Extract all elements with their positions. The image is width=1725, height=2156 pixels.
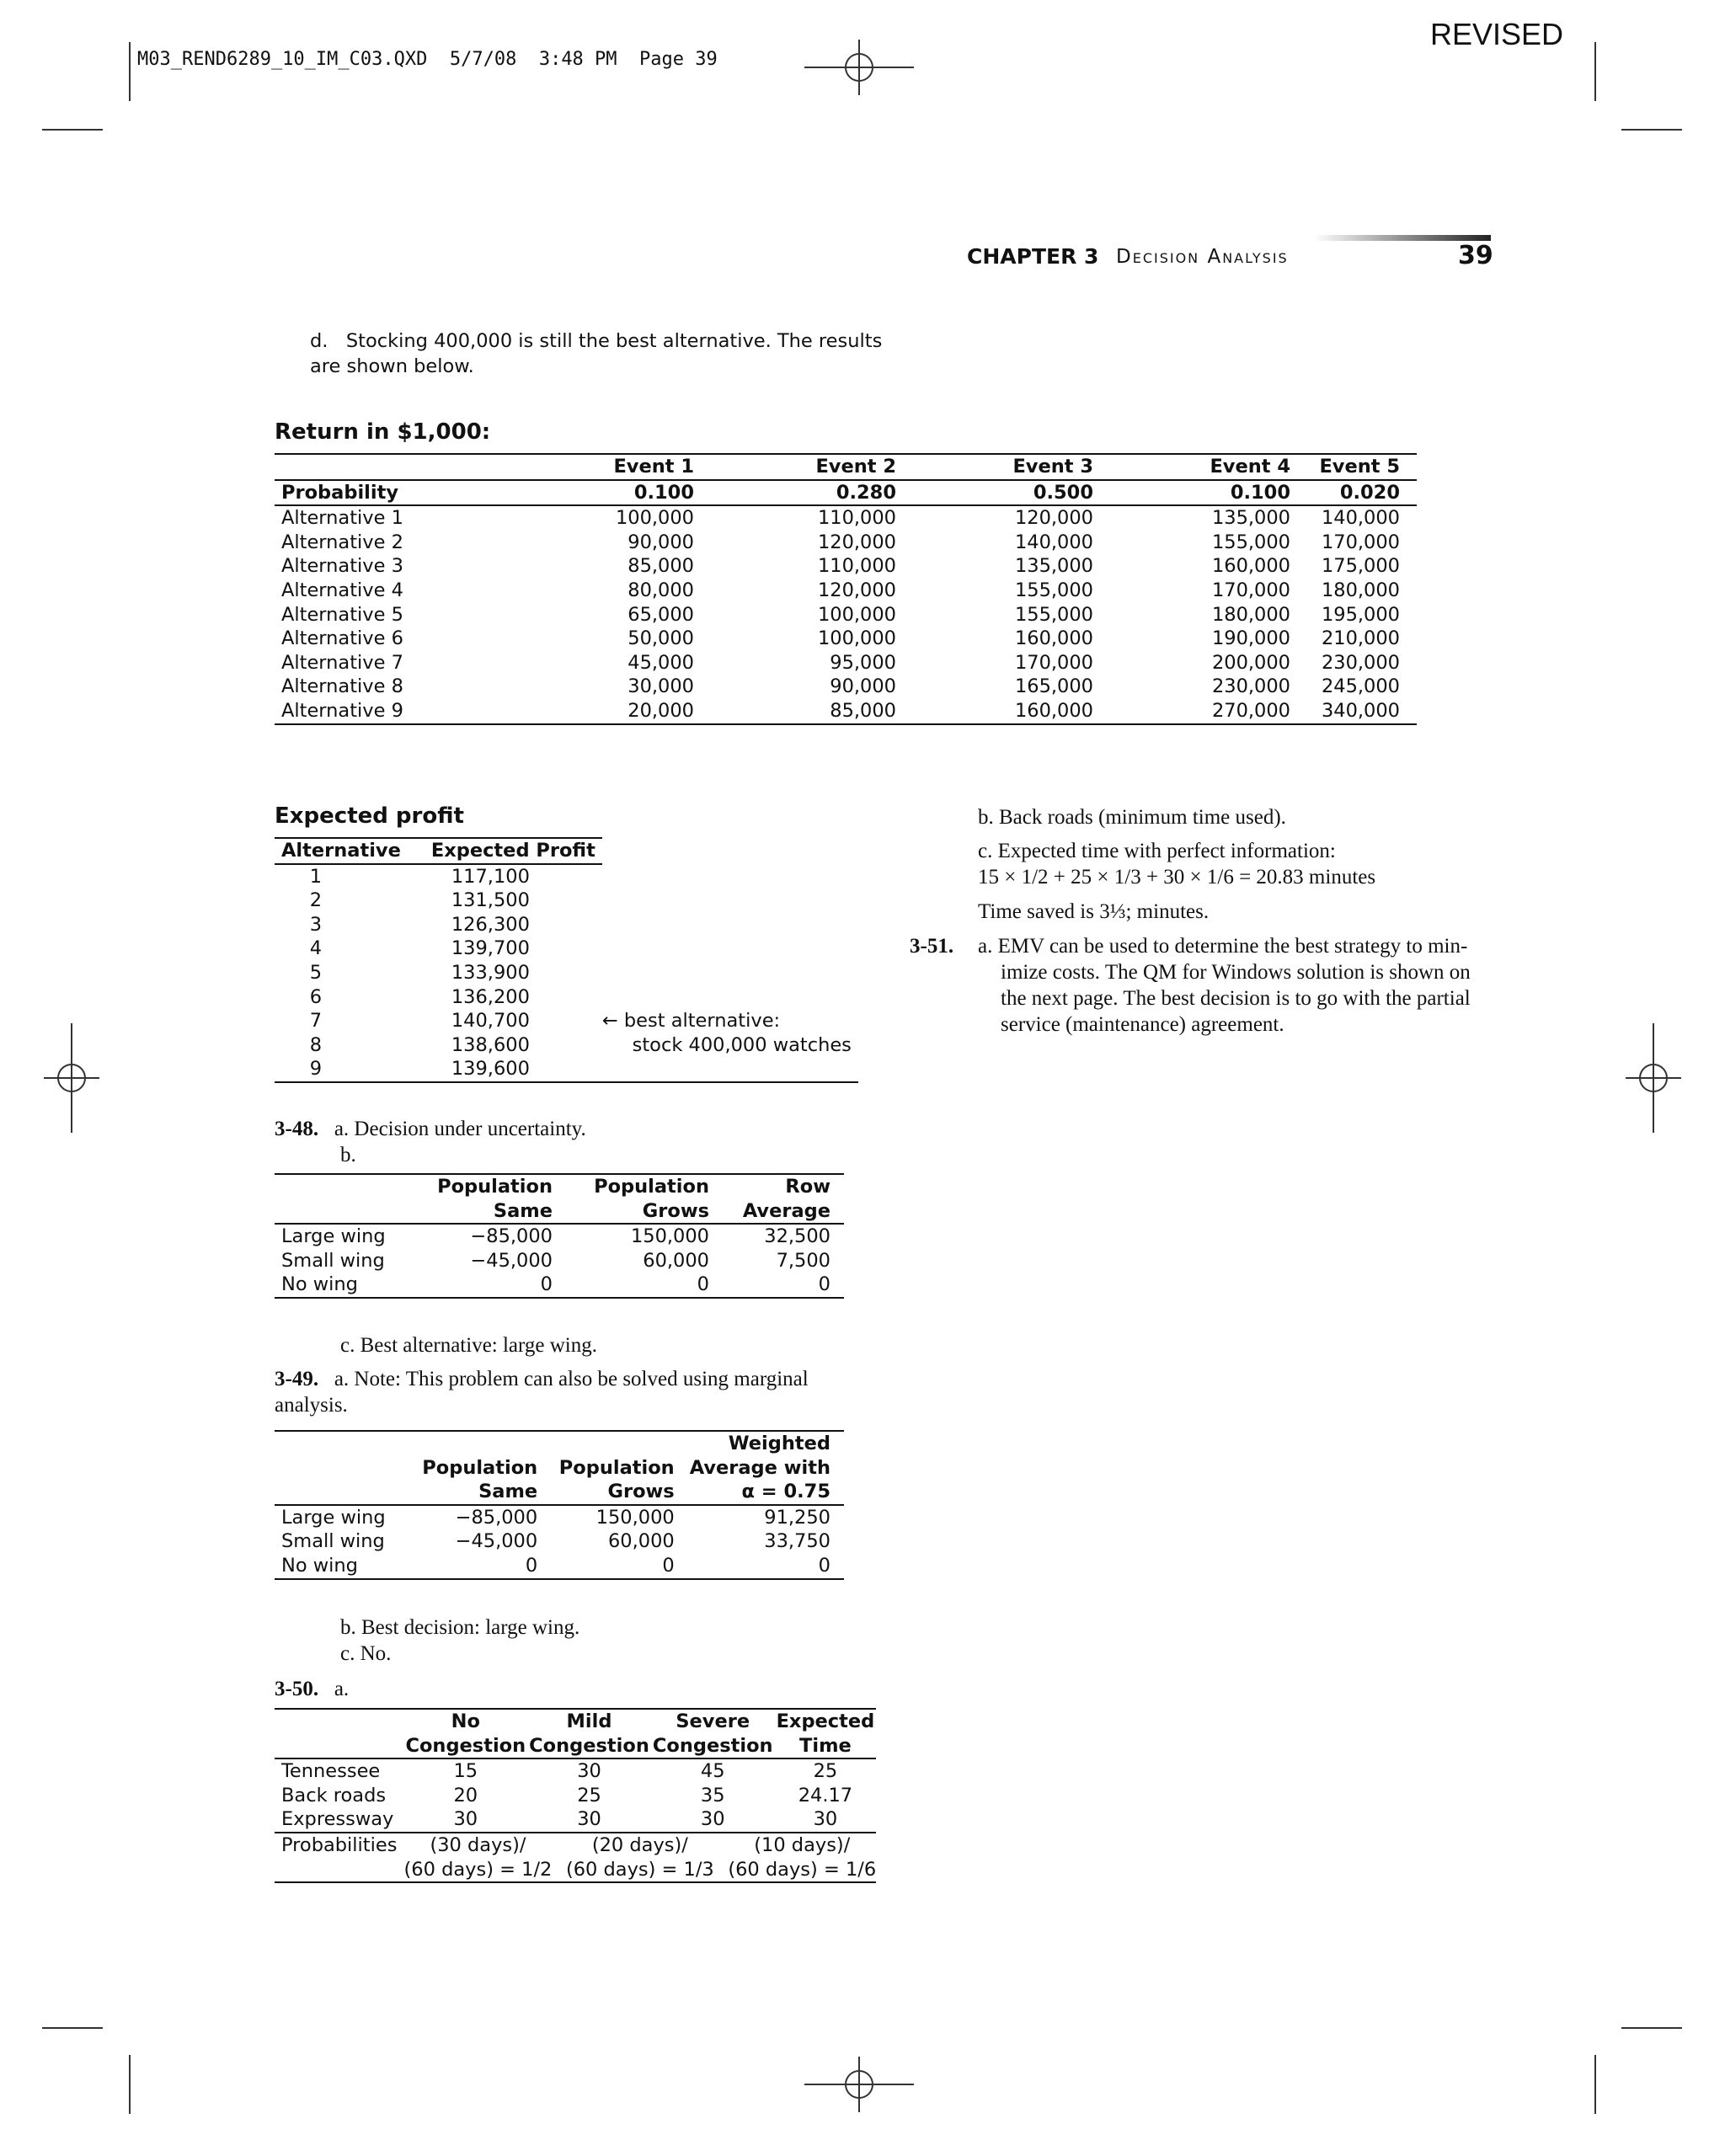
cell-value: 24.17 <box>798 1784 853 1806</box>
page-number: 39 <box>1458 241 1493 270</box>
wing-row <box>275 1224 844 1249</box>
cell-value: 50,000 <box>628 627 694 650</box>
cell-value: 170,000 <box>1211 579 1290 601</box>
cell-value: 30 <box>453 1808 478 1831</box>
cell-value: 45 <box>700 1760 725 1783</box>
cell-value: 135,000 <box>1014 555 1093 578</box>
column-header: Population Same <box>426 1174 561 1224</box>
expected-profit-row <box>275 937 858 961</box>
expected-profit-header-row <box>275 838 858 864</box>
probabilities-row <box>275 1833 876 1882</box>
p350-part-b: b. Back roads (minimum time used). <box>978 806 1286 829</box>
cell-value: 340,000 <box>1307 699 1417 724</box>
intro-line-2: are shown below. <box>310 355 474 377</box>
cell-value: 140,000 <box>1321 507 1400 530</box>
cell-value: 170,000 <box>1014 651 1093 674</box>
returns-row <box>275 675 1417 699</box>
registration-mark-right <box>1624 1019 1683 1137</box>
expected-profit-table <box>275 837 858 1083</box>
cell-value: 195,000 <box>1321 603 1400 626</box>
cell-value <box>602 985 858 1010</box>
cell-value: 60,000 <box>607 1530 675 1553</box>
cell-value: 0 <box>415 1554 546 1579</box>
problem-3-50 <box>275 1676 349 1702</box>
probability-fraction: (30 days)/ (60 days) = 1/2 <box>403 1833 553 1881</box>
intro-text <box>310 328 882 379</box>
expected-profit-row <box>275 961 858 985</box>
probability-value: 0.020 <box>1307 480 1417 506</box>
cell-value: 155,000 <box>1014 603 1093 626</box>
p349-part-a-cont: analysis. <box>275 1394 348 1417</box>
p348-part-c: c. Best alternative: large wing. <box>340 1334 597 1357</box>
cell-value: 90,000 <box>628 531 694 553</box>
wing-row <box>275 1249 844 1273</box>
expected-profit-row <box>275 864 858 889</box>
cell-value: −45,000 <box>455 1530 538 1553</box>
p351-part-a-line: service (maintenance) agreement. <box>1001 1013 1284 1036</box>
cell-value: 30 <box>577 1760 601 1783</box>
row-label: Alternative 3 <box>281 555 403 578</box>
event-header: Event 1 <box>443 454 711 480</box>
cell-value: 126,300 <box>451 913 530 936</box>
returns-row <box>275 505 1417 531</box>
cell-value: 160,000 <box>1211 555 1290 578</box>
expected-profit-row <box>275 913 858 937</box>
cell-value: 15 <box>453 1760 478 1783</box>
cell-value: 35 <box>700 1784 725 1806</box>
congestion-header-row <box>275 1709 876 1758</box>
header-rule <box>1314 235 1491 241</box>
row-label: Alternative 1 <box>281 507 403 530</box>
cell-value: 170,000 <box>1321 531 1400 553</box>
cell-value: 60,000 <box>643 1249 709 1272</box>
returns-row <box>275 579 1417 603</box>
row-label: Back roads <box>281 1784 387 1806</box>
probabilities-label: Probabilities <box>275 1833 403 1882</box>
expected-profit-title: Expected profit <box>275 803 464 829</box>
expected-profit-header: Expected Profit <box>408 838 602 864</box>
alternative-number: 5 <box>309 961 323 984</box>
row-label: Alternative 8 <box>281 675 403 698</box>
returns-header-row <box>275 454 1417 480</box>
cell-value: 120,000 <box>817 579 896 601</box>
cell-value: 25 <box>813 1760 838 1783</box>
cell-value: 150,000 <box>630 1225 709 1248</box>
cell-value: 180,000 <box>1211 603 1290 626</box>
row-label: Alternative 2 <box>281 531 403 553</box>
cell-value: 20,000 <box>443 699 711 724</box>
returns-row <box>275 603 1417 627</box>
cell-value: 190,000 <box>1211 627 1290 650</box>
problem-number: 3-49. <box>275 1368 319 1390</box>
cell-value: 0 <box>546 1554 683 1579</box>
returns-table <box>275 453 1417 725</box>
probability-fraction: (10 days)/ (60 days) = 1/6 <box>728 1833 877 1881</box>
p348-part-b: b. <box>340 1144 356 1166</box>
cell-value: 100,000 <box>615 507 694 530</box>
returns-row <box>275 531 1417 555</box>
cell-value: 230,000 <box>1321 651 1400 674</box>
column-header: Weighted Average with α = 0.75 <box>683 1431 844 1505</box>
wing-row <box>275 1273 844 1298</box>
returns-row <box>275 554 1417 579</box>
alternative-header: Alternative <box>275 838 408 864</box>
problem-3-49 <box>275 1366 844 1418</box>
cell-value: 139,600 <box>408 1057 602 1082</box>
row-label: Small wing <box>281 1530 385 1553</box>
cell-value <box>602 864 858 889</box>
cell-value: 120,000 <box>817 531 896 553</box>
intro-line-1: d. Stocking 400,000 is still the best alternative. The results <box>310 330 883 352</box>
cell-value: 30 <box>813 1808 838 1831</box>
problem-3-51 <box>910 933 1489 1038</box>
weighted-header-row <box>275 1431 844 1505</box>
p351-part-a-line: imize costs. The QM for Windows solution is shown on <box>1001 961 1471 984</box>
row-label: No wing <box>275 1554 415 1579</box>
cell-value: −45,000 <box>470 1249 553 1272</box>
row-label: Small wing <box>281 1249 385 1272</box>
p351-part-a-line: the next page. The best decision is to go with the partial <box>1001 987 1471 1010</box>
probability-value: 0.100 <box>443 480 711 506</box>
row-label: Alternative 9 <box>275 699 443 724</box>
cell-value: 160,000 <box>913 699 1110 724</box>
cell-value: 0 <box>683 1554 844 1579</box>
time-saved: Time saved is 3⅓; minutes. <box>978 900 1210 923</box>
column-header: Row Average <box>718 1174 844 1224</box>
alternative-number: 2 <box>309 889 323 912</box>
cell-value: 100,000 <box>817 603 896 626</box>
weighted-average-table <box>275 1430 844 1580</box>
problem-number: 3-48. <box>275 1118 319 1140</box>
cell-value: 150,000 <box>595 1506 675 1529</box>
column-header: Population Grows <box>561 1174 718 1224</box>
cell-value: 80,000 <box>628 579 694 601</box>
probability-fraction: (20 days)/ (60 days) = 1/3 <box>565 1833 714 1881</box>
column-header: Mild Congestion <box>527 1709 651 1758</box>
cell-value: ← best alternative: <box>601 1010 781 1033</box>
route-row <box>275 1807 876 1833</box>
cell-value: 245,000 <box>1321 675 1400 698</box>
probability-label: Probability <box>275 480 443 506</box>
cell-value: 165,000 <box>1014 675 1093 698</box>
expected-profit-row <box>275 1009 858 1033</box>
cell-value: 139,700 <box>451 937 530 960</box>
cell-value: 210,000 <box>1321 627 1400 650</box>
cell-value: −85,000 <box>455 1506 538 1529</box>
cell-value <box>602 889 858 913</box>
cell-value: 20 <box>453 1784 478 1806</box>
problem-3-48 <box>275 1116 586 1168</box>
cell-value: 110,000 <box>817 555 896 578</box>
probability-value: 0.100 <box>1110 480 1307 506</box>
row-label: Alternative 4 <box>281 579 403 601</box>
cell-value: 131,500 <box>451 889 530 912</box>
cell-value: 90,000 <box>830 675 896 698</box>
cell-value: 155,000 <box>1014 579 1093 601</box>
probability-row <box>275 480 1417 506</box>
cell-value: 95,000 <box>830 651 896 674</box>
cell-value <box>602 937 858 961</box>
row-label: Alternative 6 <box>281 627 403 650</box>
weighted-row <box>275 1505 844 1530</box>
chapter-label: CHAPTER 3 <box>967 244 1099 269</box>
cell-value: 30,000 <box>628 675 694 698</box>
p350-part-c <box>978 838 1375 890</box>
cell-value: 0 <box>561 1273 718 1298</box>
alternative-number: 9 <box>275 1057 408 1082</box>
column-header: Population Same <box>415 1431 546 1505</box>
column-header: Expected Time <box>775 1709 877 1758</box>
cell-value <box>602 913 858 937</box>
expected-profit-row <box>275 1057 858 1082</box>
alternative-number: 8 <box>309 1033 323 1056</box>
p351-part-a-line: a. EMV can be used to determine the best strategy to min- <box>978 935 1468 958</box>
cell-value: 200,000 <box>1211 651 1290 674</box>
cell-value: 175,000 <box>1321 555 1400 578</box>
route-row <box>275 1784 876 1808</box>
cell-value: 32,500 <box>764 1225 830 1248</box>
row-label: Alternative 7 <box>281 651 403 674</box>
cell-value: 45,000 <box>628 651 694 674</box>
returns-row <box>275 627 1417 651</box>
cell-value: 138,600 <box>451 1033 530 1056</box>
alternative-number: 1 <box>309 865 323 888</box>
expected-profit-row <box>275 985 858 1010</box>
cell-value: 230,000 <box>1211 675 1290 698</box>
wing-table <box>275 1173 844 1299</box>
p350-part-c-line-2: 15 × 1/2 + 25 × 1/3 + 30 × 1/6 = 20.83 minutes <box>978 866 1376 889</box>
cell-value: 33,750 <box>764 1530 830 1553</box>
cell-value: 160,000 <box>1014 627 1093 650</box>
p349-part-c: c. No. <box>340 1642 392 1665</box>
column-header: No Congestion <box>403 1709 527 1758</box>
row-label: Tennessee <box>281 1760 381 1783</box>
cell-value: 7,500 <box>776 1249 830 1272</box>
problem-number: 3-51. <box>910 935 954 958</box>
registration-mark-top <box>800 38 918 97</box>
cell-value: 120,000 <box>1014 507 1093 530</box>
alternative-number: 6 <box>309 985 323 1008</box>
cell-value: 30 <box>700 1808 725 1831</box>
cell-value: 25 <box>577 1784 601 1806</box>
returns-title: Return in $1,000: <box>275 419 491 445</box>
cell-value: 140,700 <box>451 1010 530 1033</box>
cell-value: 91,250 <box>764 1506 830 1529</box>
p349-part-a: a. Note: This problem can also be solved using marginal <box>334 1368 809 1390</box>
cell-value: 0 <box>426 1273 561 1298</box>
cell-value: 155,000 <box>1211 531 1290 553</box>
cell-value: stock 400,000 watches <box>601 1033 852 1056</box>
cell-value: 133,900 <box>451 961 530 984</box>
revised-stamp: REVISED <box>1430 17 1564 51</box>
route-row <box>275 1758 876 1784</box>
row-label: Expressway <box>281 1808 394 1831</box>
cell-value <box>602 1057 858 1082</box>
wing-header-row <box>275 1174 844 1224</box>
cell-value: 140,000 <box>1014 531 1093 553</box>
congestion-table <box>275 1708 876 1883</box>
cell-value: 85,000 <box>711 699 913 724</box>
expected-profit-row <box>275 1033 858 1058</box>
p349-answers <box>340 1614 579 1667</box>
file-slug: M03_REND6289_10_IM_C03.QXD 5/7/08 3:48 PM Page 39 <box>137 49 718 70</box>
cell-value: 30 <box>577 1808 601 1831</box>
cell-value: 180,000 <box>1321 579 1400 601</box>
row-label: Large wing <box>281 1225 386 1248</box>
row-label: Large wing <box>281 1506 386 1529</box>
alternative-number: 7 <box>309 1010 323 1033</box>
row-label: No wing <box>275 1273 426 1298</box>
alternative-number: 4 <box>309 937 323 960</box>
registration-mark-left <box>42 1019 101 1137</box>
returns-row <box>275 699 1417 724</box>
p350-part-a: a. <box>334 1678 350 1700</box>
probabilities-cells <box>403 1833 876 1882</box>
column-header: Population Grows <box>546 1431 683 1505</box>
event-header: Event 4 <box>1110 454 1307 480</box>
column-header: Severe Congestion <box>651 1709 775 1758</box>
event-header: Event 2 <box>711 454 913 480</box>
p348-part-a: a. Decision under uncertainty. <box>334 1118 586 1140</box>
expected-profit-row <box>275 889 858 913</box>
event-header: Event 3 <box>913 454 1110 480</box>
cell-value: 100,000 <box>817 627 896 650</box>
weighted-row <box>275 1554 844 1579</box>
problem-number: 3-50. <box>275 1678 319 1700</box>
cell-value: 65,000 <box>628 603 694 626</box>
p350-part-c-line-1: c. Expected time with perfect information: <box>978 840 1336 862</box>
cell-value: 85,000 <box>628 555 694 578</box>
probability-value: 0.280 <box>711 480 913 506</box>
p349-part-b: b. Best decision: large wing. <box>340 1616 580 1639</box>
cell-value: 110,000 <box>817 507 896 530</box>
cell-value: 136,200 <box>451 985 530 1008</box>
returns-row <box>275 651 1417 675</box>
probability-value: 0.500 <box>913 480 1110 506</box>
registration-mark-bottom <box>800 2055 918 2114</box>
event-header: Event 5 <box>1307 454 1417 480</box>
cell-value: −85,000 <box>470 1225 553 1248</box>
cell-value: 0 <box>718 1273 844 1298</box>
cell-value: 270,000 <box>1110 699 1307 724</box>
section-title: Decision Analysis <box>1116 246 1289 268</box>
cell-value: 117,100 <box>451 865 530 888</box>
alternative-number: 3 <box>309 913 323 936</box>
cell-value: 135,000 <box>1211 507 1290 530</box>
row-label: Alternative 5 <box>281 603 403 626</box>
weighted-row <box>275 1529 844 1554</box>
cell-value <box>602 961 858 985</box>
